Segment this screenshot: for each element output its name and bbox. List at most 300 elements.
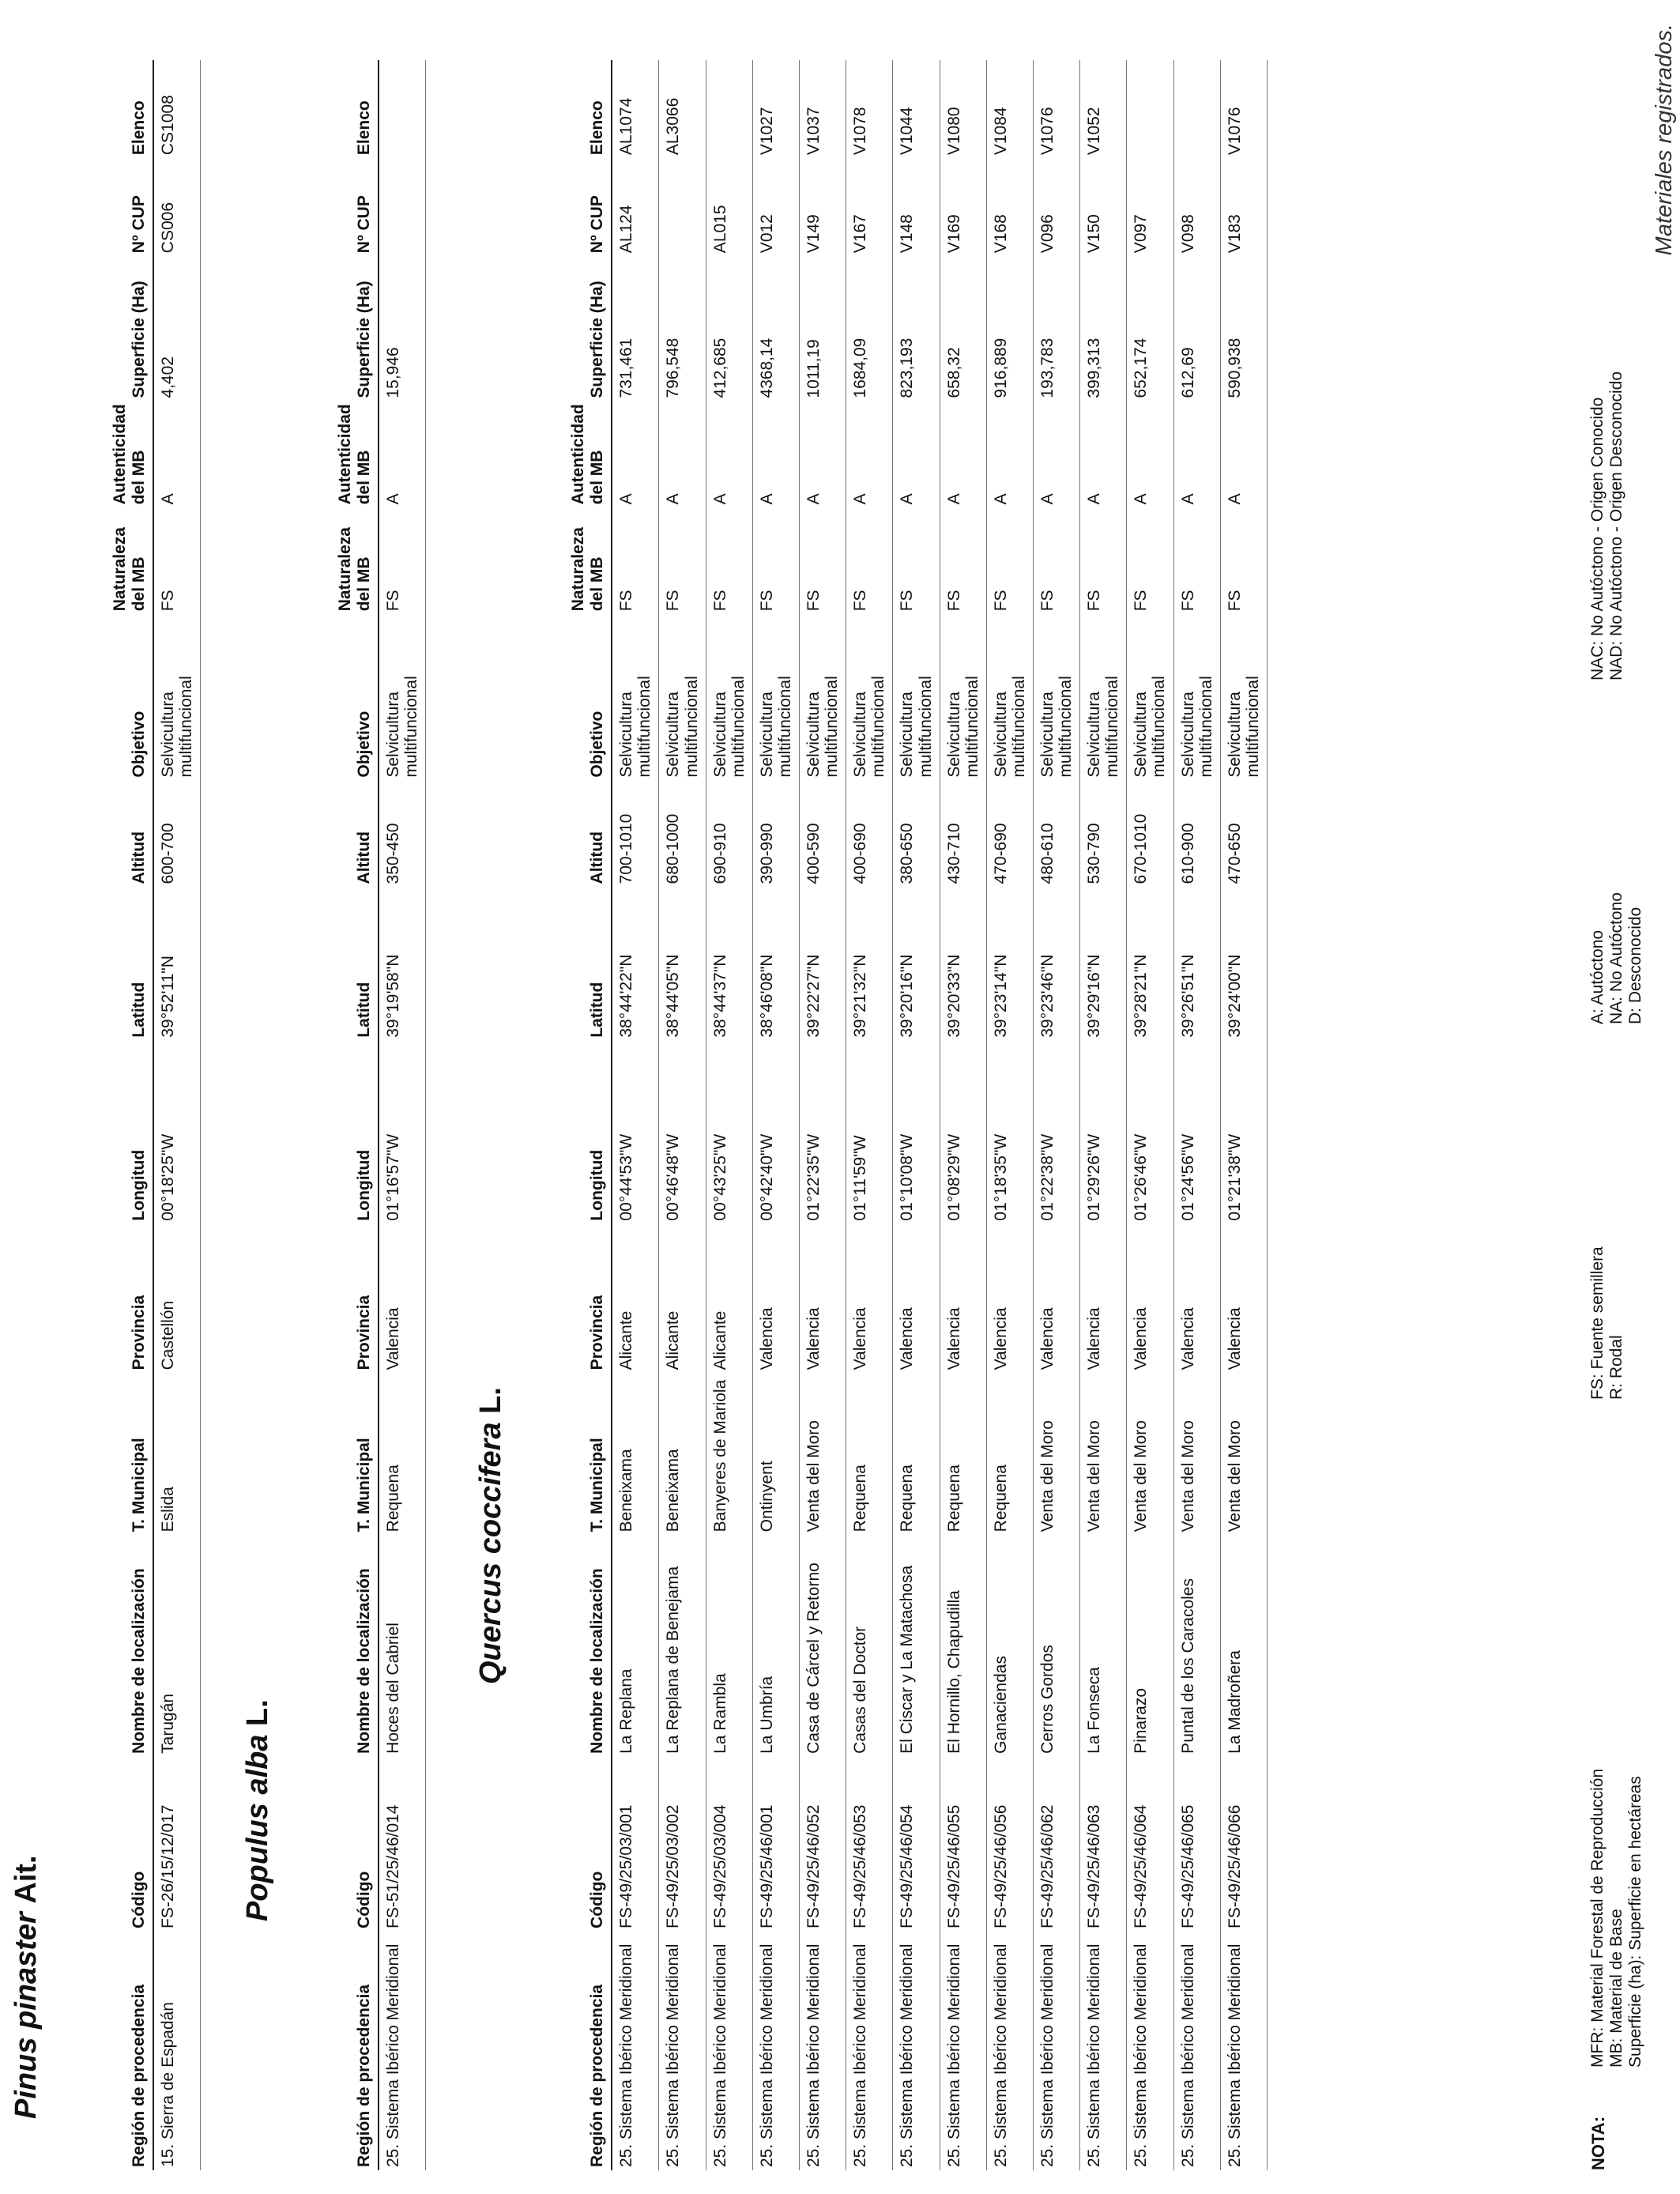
table-cell: 00°44'53"W (612, 1041, 659, 1224)
table-cell: FS (1173, 507, 1220, 614)
table-cell: 25. Sistema Ibérico Meridional (986, 1932, 1033, 2170)
table-cell: 612,69 (1173, 256, 1220, 401)
table-cell: A (940, 401, 986, 508)
table-cell (659, 158, 706, 256)
table-cell: 25. Sistema Ibérico Meridional (940, 1932, 986, 2170)
table-cell: 00°18'25"W (153, 1041, 201, 1224)
table-cell: V169 (940, 158, 986, 256)
column-header: Superficie (Ha) (336, 256, 379, 401)
table-cell: 39°20'16"N (893, 887, 940, 1040)
column-header: Altitud (111, 781, 153, 888)
table-cell: Selvicultura multifuncional (940, 614, 986, 780)
table-cell: 39°21'32"N (846, 887, 893, 1040)
table-cell: FS (612, 507, 659, 614)
table-cell: 400-590 (800, 781, 846, 888)
column-header: Longitud (336, 1041, 379, 1224)
table-cell: FS-51/25/46/014 (379, 1757, 426, 1932)
table-cell: Selvicultura multifuncional (1033, 614, 1079, 780)
table-cell: V1052 (1080, 60, 1127, 158)
table-cell: 25. Sistema Ibérico Meridional (706, 1932, 752, 2170)
table-cell: 01°21'38"W (1220, 1041, 1267, 1224)
table-cell: A (752, 401, 799, 508)
table-cell: A (379, 401, 426, 508)
table-cell: Valencia (893, 1224, 940, 1374)
table-row (1033, 60, 1079, 2170)
note-line: NA: No Autóctono (1607, 892, 1626, 1024)
table-cell (1173, 60, 1220, 158)
table-cell: FS (940, 507, 986, 614)
table-cell: 25. Sistema Ibérico Meridional (612, 1932, 659, 2170)
note-line: A: Autóctono (1588, 929, 1607, 1024)
species-name: Pinus pinaster (9, 1912, 43, 2119)
species-title (474, 1387, 508, 1684)
table-cell: V098 (1173, 158, 1220, 256)
table-cell: 4,402 (153, 256, 201, 401)
table-cell: FS-49/25/46/065 (1173, 1757, 1220, 1932)
table-cell: FS (153, 507, 201, 614)
table-cell: Valencia (1080, 1224, 1127, 1374)
table-row (893, 60, 940, 2170)
table-cell: 15. Sierra de Espadán (153, 1932, 201, 2170)
table-cell: Selvicultura multifuncional (659, 614, 706, 780)
table-cell: AL124 (612, 158, 659, 256)
table-cell: 4368,14 (752, 256, 799, 401)
table-cell: A (659, 401, 706, 508)
table-cell: Ontinyent (752, 1373, 799, 1535)
table-cell: A (893, 401, 940, 508)
table-cell: Pinarazo (1127, 1535, 1173, 1756)
table-cell: Valencia (1033, 1224, 1079, 1374)
column-header: Superficie (Ha) (111, 256, 153, 401)
table-cell: FS (706, 507, 752, 614)
table-cell: V1037 (800, 60, 846, 158)
table-cell: 731,461 (612, 256, 659, 401)
table-row (1220, 60, 1267, 2170)
column-header: Altitud (569, 781, 612, 888)
table-cell: 25. Sistema Ibérico Meridional (659, 1932, 706, 2170)
table-cell: 590,938 (1220, 256, 1267, 401)
table-cell: V1084 (986, 60, 1033, 158)
table-cell: FS (1127, 507, 1173, 614)
column-header: Objetivo (111, 614, 153, 780)
column-header: Código (569, 1757, 612, 1932)
table-cell: 01°16'57"W (379, 1041, 426, 1224)
table-cell: A (800, 401, 846, 508)
table-cell: 700-1010 (612, 781, 659, 888)
table-cell: 1684,09 (846, 256, 893, 401)
table-cell: A (1220, 401, 1267, 508)
table-cell: 690-910 (706, 781, 752, 888)
table-cell: FS-49/25/46/055 (940, 1757, 986, 1932)
table-cell: Valencia (846, 1224, 893, 1374)
column-header: Provincia (336, 1224, 379, 1374)
table-cell: A (1080, 401, 1127, 508)
species-name: Quercus coccifera (474, 1422, 507, 1684)
table-cell: Selvicultura multifuncional (153, 614, 201, 780)
table-cell: CS006 (153, 158, 201, 256)
table-cell: 01°11'59"W (846, 1041, 893, 1224)
table-cell: FS-49/25/46/062 (1033, 1757, 1079, 1932)
table-cell: Venta del Moro (1080, 1373, 1127, 1535)
table-cell: 01°10'08"W (893, 1041, 940, 1224)
table-cell: La Fonseca (1080, 1535, 1127, 1756)
table-cell: Cerros Gordos (1033, 1535, 1079, 1756)
table-cell: 00°42'40"W (752, 1041, 799, 1224)
table-cell: 01°24'56"W (1173, 1041, 1220, 1224)
column-header: Región de procedencia (336, 1932, 379, 2170)
column-header: T. Municipal (111, 1373, 153, 1535)
column-header: Naturaleza del MB (111, 507, 153, 614)
table-cell: V183 (1220, 158, 1267, 256)
table-cell: V1027 (752, 60, 799, 158)
column-header: Nombre de localización (569, 1535, 612, 1756)
table-cell: A (1033, 401, 1079, 508)
table-cell: CS1008 (153, 60, 201, 158)
note-line: D: Desconocido (1626, 907, 1645, 1024)
table-cell: FS-49/25/03/001 (612, 1757, 659, 1932)
table-cell: 39°20'33"N (940, 887, 986, 1040)
table-cell: 652,174 (1127, 256, 1173, 401)
table-cell: Banyeres de Mariola (706, 1373, 752, 1535)
table-cell: 39°29'16"N (1080, 887, 1127, 1040)
table-cell: 25. Sistema Ibérico Meridional (1220, 1932, 1267, 2170)
note-line: FS: Fuente semillera (1588, 1246, 1607, 1400)
table-cell: La Umbría (752, 1535, 799, 1756)
table-cell: 38°46'08"N (752, 887, 799, 1040)
table-cell (1127, 60, 1173, 158)
table-cell: Puntal de los Caracoles (1173, 1535, 1220, 1756)
table-cell: V148 (893, 158, 940, 256)
table-cell: 796,548 (659, 256, 706, 401)
table-cell: FS (379, 507, 426, 614)
column-header: Autenticidad del MB (336, 401, 379, 508)
column-header: Objetivo (336, 614, 379, 780)
table-cell: Requena (986, 1373, 1033, 1535)
table-cell: Selvicultura multifuncional (893, 614, 940, 780)
table-cell: FS-49/25/46/056 (986, 1757, 1033, 1932)
table-cell: 38°44'05"N (659, 887, 706, 1040)
table-row (1173, 60, 1220, 2170)
table-cell: A (1127, 401, 1173, 508)
column-header: Naturaleza del MB (336, 507, 379, 614)
table-cell (379, 60, 426, 158)
table-cell: 430-710 (940, 781, 986, 888)
table-cell: 25. Sistema Ibérico Meridional (1033, 1932, 1079, 2170)
table-cell: La Replana (612, 1535, 659, 1756)
table-cell: 470-650 (1220, 781, 1267, 888)
column-header: Superficie (Ha) (569, 256, 612, 401)
table-cell: 25. Sistema Ibérico Meridional (379, 1932, 426, 2170)
table-cell: Beneixama (659, 1373, 706, 1535)
table-row (706, 60, 752, 2170)
column-header: Código (336, 1757, 379, 1932)
table-cell: La Madroñera (1220, 1535, 1267, 1756)
table-cell: A (153, 401, 201, 508)
species-title (9, 1855, 43, 2119)
column-header: T. Municipal (336, 1373, 379, 1535)
table-cell: Valencia (1220, 1224, 1267, 1374)
table-cell (706, 60, 752, 158)
table-cell: 25. Sistema Ibérico Meridional (800, 1932, 846, 2170)
table-cell: FS-49/25/46/054 (893, 1757, 940, 1932)
table-cell: Selvicultura multifuncional (800, 614, 846, 780)
table-cell: 01°22'38"W (1033, 1041, 1079, 1224)
species-author: L. (474, 1387, 507, 1414)
table-cell: 470-690 (986, 781, 1033, 888)
note-line: NAC: No Autóctono - Origen Conocido (1588, 397, 1607, 680)
column-header: Región de procedencia (111, 1932, 153, 2170)
table-cell: Hoces del Cabriel (379, 1535, 426, 1756)
table-cell: Valencia (940, 1224, 986, 1374)
column-header: Naturaleza del MB (569, 507, 612, 614)
table-cell: V1080 (940, 60, 986, 158)
table-cell: Alicante (706, 1224, 752, 1374)
column-header: Longitud (111, 1041, 153, 1224)
table-cell: 25. Sistema Ibérico Meridional (1080, 1932, 1127, 2170)
table-cell: FS (986, 507, 1033, 614)
column-header: Longitud (569, 1041, 612, 1224)
table-cell: 670-1010 (1127, 781, 1173, 888)
table-cell: Requena (846, 1373, 893, 1535)
table-cell: 38°44'22"N (612, 887, 659, 1040)
table-cell: 39°19'58"N (379, 887, 426, 1040)
table-cell: 399,313 (1080, 256, 1127, 401)
table-cell: FS (659, 507, 706, 614)
table-cell: La Rambla (706, 1535, 752, 1756)
table-cell: A (846, 401, 893, 508)
table-cell: Selvicultura multifuncional (846, 614, 893, 780)
note-line: MFR: Material Forestal de Reproducción (1588, 1768, 1607, 2068)
table-cell: 480-610 (1033, 781, 1079, 888)
table-cell: Selvicultura multifuncional (1127, 614, 1173, 780)
table-row (800, 60, 846, 2170)
column-header: Altitud (336, 781, 379, 888)
column-header: Nº CUP (569, 158, 612, 256)
table-cell: A (1173, 401, 1220, 508)
note-line: R: Rodal (1607, 1335, 1626, 1400)
table-cell: 25. Sistema Ibérico Meridional (752, 1932, 799, 2170)
column-header: Código (111, 1757, 153, 1932)
column-header: Nº CUP (336, 158, 379, 256)
table-cell: 193,783 (1033, 256, 1079, 401)
species-table (111, 60, 201, 2170)
page-title: Materiales registrados. (1652, 24, 1677, 256)
table-cell: 00°43'25"W (706, 1041, 752, 1224)
table-row (752, 60, 799, 2170)
table-cell: Valencia (800, 1224, 846, 1374)
table-cell: Venta del Moro (1220, 1373, 1267, 1535)
table-cell: 39°28'21"N (1127, 887, 1173, 1040)
table-cell: Valencia (379, 1224, 426, 1374)
table-cell: Selvicultura multifuncional (1080, 614, 1127, 780)
table-cell: 916,889 (986, 256, 1033, 401)
table-row (659, 60, 706, 2170)
table-row (1127, 60, 1173, 2170)
table-cell: 39°52'11"N (153, 887, 201, 1040)
table-cell: Venta del Moro (1127, 1373, 1173, 1535)
table-cell: V1076 (1033, 60, 1079, 158)
table-cell: FS (846, 507, 893, 614)
species-table (569, 60, 1268, 2170)
table-cell: 39°22'27"N (800, 887, 846, 1040)
table-cell: 01°22'35"W (800, 1041, 846, 1224)
table-cell: 610-900 (1173, 781, 1220, 888)
table-cell: Selvicultura multifuncional (706, 614, 752, 780)
table-cell: Requena (379, 1373, 426, 1535)
notes-col-1 (1588, 1769, 1645, 2068)
species-table (336, 60, 426, 2170)
notes-col-4 (1588, 371, 1626, 680)
column-header: Latitud (111, 887, 153, 1040)
table-cell: FS (1080, 507, 1127, 614)
note-line: MB: Material de Base (1607, 1909, 1626, 2068)
table-cell: Requena (893, 1373, 940, 1535)
table-cell: 25. Sistema Ibérico Meridional (846, 1932, 893, 2170)
table-cell: V1044 (893, 60, 940, 158)
table-cell: Ganaciendas (986, 1535, 1033, 1756)
table-cell: Beneixama (612, 1373, 659, 1535)
column-header: Nombre de localización (336, 1535, 379, 1756)
table-cell: V168 (986, 158, 1033, 256)
table-header-row (569, 60, 612, 2170)
column-header: Provincia (111, 1224, 153, 1374)
table-cell: Valencia (986, 1224, 1033, 1374)
table-row (986, 60, 1033, 2170)
table-row (846, 60, 893, 2170)
column-header: Autenticidad del MB (569, 401, 612, 508)
table-cell: El Ciscar y La Matachosa (893, 1535, 940, 1756)
table-cell: 38°44'37"N (706, 887, 752, 1040)
table-cell: AL015 (706, 158, 752, 256)
table-cell: 15,946 (379, 256, 426, 401)
species-author: Ait. (9, 1855, 43, 1904)
nota-label: NOTA: (1588, 2116, 1608, 2170)
column-header: Nombre de localización (111, 1535, 153, 1756)
table-cell: 01°18'35"W (986, 1041, 1033, 1224)
table-cell (379, 158, 426, 256)
notes-col-2 (1588, 1246, 1626, 1400)
table-cell: Selvicultura multifuncional (1220, 614, 1267, 780)
table-cell: La Replana de Benejama (659, 1535, 706, 1756)
table-cell: Selvicultura multifuncional (1173, 614, 1220, 780)
table-cell: Valencia (1173, 1224, 1220, 1374)
table-cell: FS (800, 507, 846, 614)
table-cell: AL1074 (612, 60, 659, 158)
table-cell: FS-49/25/46/001 (752, 1757, 799, 1932)
table-cell: FS-49/25/46/052 (800, 1757, 846, 1932)
column-header: Latitud (569, 887, 612, 1040)
table-cell: V012 (752, 158, 799, 256)
table-cell: 412,685 (706, 256, 752, 401)
table-cell: A (612, 401, 659, 508)
table-cell: 658,32 (940, 256, 986, 401)
table-row (1080, 60, 1127, 2170)
column-header: Elenco (336, 60, 379, 158)
column-header: Objetivo (569, 614, 612, 780)
column-header: T. Municipal (569, 1373, 612, 1535)
table-cell: FS (893, 507, 940, 614)
table-cell: Valencia (1127, 1224, 1173, 1374)
table-cell: 530-790 (1080, 781, 1127, 888)
table-cell: FS-49/25/46/063 (1080, 1757, 1127, 1932)
table-cell: Venta del Moro (1173, 1373, 1220, 1535)
table-cell: V1078 (846, 60, 893, 158)
table-cell: Selvicultura multifuncional (986, 614, 1033, 780)
notes-col-3 (1588, 892, 1645, 1024)
table-cell: V096 (1033, 158, 1079, 256)
column-header: Elenco (569, 60, 612, 158)
table-cell: Casa de Cárcel y Retorno (800, 1535, 846, 1756)
table-cell: Casas del Doctor (846, 1535, 893, 1756)
table-cell: 680-1000 (659, 781, 706, 888)
table-cell: Selvicultura multifuncional (379, 614, 426, 780)
table-cell: V149 (800, 158, 846, 256)
note-line: NAD: No Autóctono - Origen Desconocido (1607, 371, 1626, 680)
species-author: L. (241, 1699, 274, 1726)
table-cell: FS-26/15/12/017 (153, 1757, 201, 1932)
table-row (379, 60, 426, 2170)
species-name: Populus alba (241, 1734, 274, 1921)
table-cell: 39°23'14"N (986, 887, 1033, 1040)
table-row (612, 60, 659, 2170)
table-cell: Venta del Moro (1033, 1373, 1079, 1535)
column-header: Región de procedencia (569, 1932, 612, 2170)
table-cell: 25. Sistema Ibérico Meridional (1127, 1932, 1173, 2170)
table-cell: 39°26'51"N (1173, 887, 1220, 1040)
table-cell: 39°23'46"N (1033, 887, 1079, 1040)
table-cell: 823,193 (893, 256, 940, 401)
column-header: Autenticidad del MB (111, 401, 153, 508)
table-cell: Venta del Moro (800, 1373, 846, 1535)
table-cell: V150 (1080, 158, 1127, 256)
table-row (153, 60, 201, 2170)
note-line: Superficie (ha): Superficie en hectáreas (1626, 1776, 1645, 2068)
table-cell: V097 (1127, 158, 1173, 256)
table-cell: 01°26'46"W (1127, 1041, 1173, 1224)
table-cell: 25. Sistema Ibérico Meridional (1173, 1932, 1220, 2170)
table-cell: 390-990 (752, 781, 799, 888)
table-cell: Tarugán (153, 1535, 201, 1756)
table-cell: El Hornillo, Chapudilla (940, 1535, 986, 1756)
table-cell: V167 (846, 158, 893, 256)
column-header: Provincia (569, 1224, 612, 1374)
table-cell: Selvicultura multifuncional (752, 614, 799, 780)
table-cell: 380-650 (893, 781, 940, 888)
table-header-row (111, 60, 153, 2170)
species-title (241, 1699, 275, 1921)
table-cell: V1076 (1220, 60, 1267, 158)
table-cell: Eslida (153, 1373, 201, 1535)
table-cell: 1011,19 (800, 256, 846, 401)
column-header: Elenco (111, 60, 153, 158)
table-cell: Alicante (612, 1224, 659, 1374)
table-cell: FS-49/25/46/066 (1220, 1757, 1267, 1932)
table-cell: Selvicultura multifuncional (612, 614, 659, 780)
table-cell: FS-49/25/46/053 (846, 1757, 893, 1932)
table-cell: FS-49/25/03/002 (659, 1757, 706, 1932)
table-cell: FS (1220, 507, 1267, 614)
table-cell: 01°29'26"W (1080, 1041, 1127, 1224)
table-cell: 00°46'48"W (659, 1041, 706, 1224)
table-cell: Castellón (153, 1224, 201, 1374)
table-cell: A (706, 401, 752, 508)
table-header-row (336, 60, 379, 2170)
table-cell: 39°24'00"N (1220, 887, 1267, 1040)
table-cell: Valencia (752, 1224, 799, 1374)
table-cell: 25. Sistema Ibérico Meridional (893, 1932, 940, 2170)
table-row (940, 60, 986, 2170)
table-cell: 400-690 (846, 781, 893, 888)
